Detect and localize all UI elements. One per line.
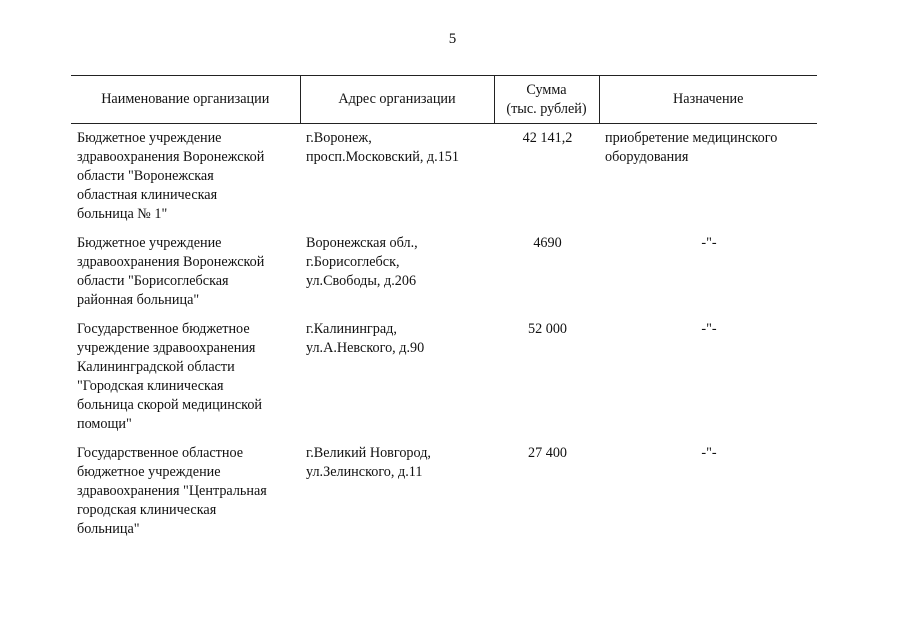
cell-purpose <box>599 234 817 320</box>
cell-sum: 4690 <box>533 235 562 251</box>
cell-sum: 27 400 <box>527 445 567 461</box>
name-line: Калининградской области <box>77 359 235 375</box>
cell-purpose <box>599 320 817 444</box>
name-line: здравоохранения "Центральная <box>77 483 267 499</box>
name-line: помощи" <box>77 416 132 432</box>
page-number: 5 <box>448 31 457 47</box>
name-line: больница скорой медицинской <box>77 397 263 413</box>
cell-organization-name <box>71 234 300 320</box>
name-line: области "Воронежская <box>77 168 214 184</box>
address-line: ул.Зелинского, д.11 <box>306 464 423 480</box>
cell-organization-name <box>71 320 300 444</box>
cell-organization-address <box>300 234 494 320</box>
purpose-line: оборудования <box>605 149 689 165</box>
header-organization-address: Адрес организации <box>300 76 494 124</box>
cell-organization-name <box>71 124 300 235</box>
purpose-line: приобретение медицинского <box>605 130 778 146</box>
header-purpose: Назначение <box>599 76 817 124</box>
address-line: г.Борисоглебск, <box>306 254 400 270</box>
cell-purpose <box>599 124 817 235</box>
name-line: Государственное областное <box>77 445 244 461</box>
cell-organization-address <box>300 124 494 235</box>
address-line: г.Воронеж, <box>306 130 372 146</box>
name-line: Бюджетное учреждение <box>77 130 222 146</box>
cell-organization-name <box>71 444 300 549</box>
name-line: "Городская клиническая <box>77 378 224 394</box>
name-line: областная клиническая <box>77 187 218 203</box>
cell-purpose <box>599 444 817 549</box>
name-line: бюджетное учреждение <box>77 464 221 480</box>
table-row <box>71 234 817 320</box>
address-line: просп.Московский, д.151 <box>306 149 459 165</box>
purpose-ditto-mark: -"- <box>701 321 717 337</box>
name-line: больница" <box>77 521 140 537</box>
name-line: здравоохранения Воронежской <box>77 254 265 270</box>
address-line: г.Великий Новгород, <box>306 445 431 461</box>
cell-organization-address <box>300 444 494 549</box>
cell-organization-address <box>300 320 494 444</box>
address-line: г.Калининград, <box>306 321 397 337</box>
table-row <box>71 320 817 444</box>
header-sum <box>494 76 599 124</box>
header-sum-line: Сумма <box>526 81 567 98</box>
name-line: области "Борисоглебская <box>77 273 229 289</box>
name-line: больница № 1" <box>77 206 168 222</box>
purpose-ditto-mark: -"- <box>701 445 717 461</box>
name-line: Государственное бюджетное <box>77 321 250 337</box>
purpose-ditto-mark: -"- <box>701 235 717 251</box>
name-line: Бюджетное учреждение <box>77 235 222 251</box>
name-line: здравоохранения Воронежской <box>77 149 265 165</box>
address-line: ул.А.Невского, д.90 <box>306 340 425 356</box>
table-row <box>71 444 817 549</box>
table-row <box>71 124 817 235</box>
table-header-row <box>71 76 817 124</box>
header-organization-name: Наименование организации <box>71 76 300 124</box>
name-line: районная больница" <box>77 292 200 308</box>
cell-sum: 52 000 <box>527 321 567 337</box>
address-line: Воронежская обл., <box>306 235 418 251</box>
name-line: городская клиническая <box>77 502 217 518</box>
organizations-table <box>71 75 817 549</box>
name-line: учреждение здравоохранения <box>77 340 256 356</box>
address-line: ул.Свободы, д.206 <box>306 273 417 289</box>
cell-sum: 42 141,2 <box>522 130 573 146</box>
header-sum-unit: (тыс. рублей) <box>506 100 587 117</box>
